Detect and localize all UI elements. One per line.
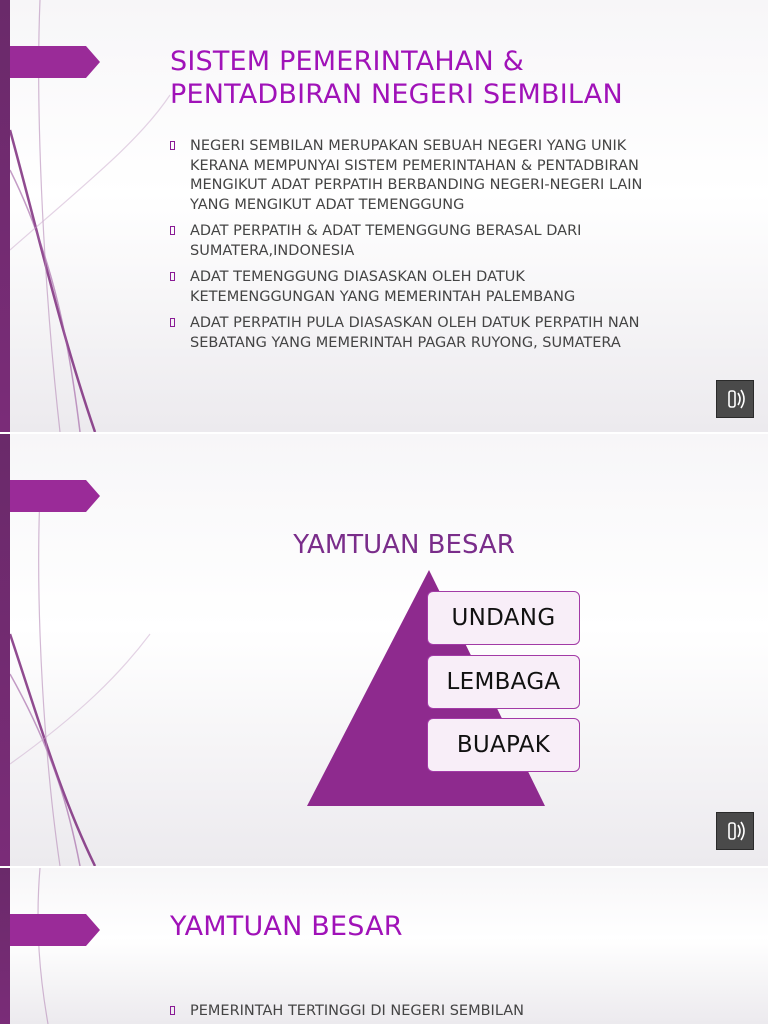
pyramid-level-buapak: BUAPAK — [427, 718, 580, 772]
list-item: ADAT TEMENGGUNG DIASASKAN OLEH DATUK KETEMENGGUNGAN YANG MEMERINTAH PALEMBANG — [170, 268, 710, 307]
arrow-tab-icon — [10, 914, 100, 946]
list-item: ADAT PERPATIH PULA DIASASKAN OLEH DATUK PERPATIH NAN SEBATANG YANG MEMERINTAH PAGAR RUYONG, SUMATERA — [170, 314, 710, 353]
bullet-square-icon — [170, 141, 175, 150]
audio-play-button[interactable] — [716, 812, 754, 850]
slide-1 — [0, 0, 768, 432]
left-accent-bar — [0, 0, 10, 432]
decorative-swirl-lines — [0, 868, 768, 1024]
arrow-tab-icon — [10, 46, 100, 78]
speaker-icon — [717, 813, 753, 849]
left-accent-bar — [0, 434, 10, 866]
list-item: NEGERI SEMBILAN MERUPAKAN SEBUAH NEGERI YANG UNIK KERANA MEMPUNYAI SISTEM PEMERINTAHAN & PENTADBIRAN MENGIKUT ADAT PERPATIH BERBANDING NEGERI-NEGERI LAIN YANG MENGIKUT ADAT TEMENGGUNG — [170, 137, 710, 215]
bullet-square-icon — [170, 272, 175, 281]
bullet-square-icon — [170, 1006, 175, 1015]
pyramid-level-undang: UNDANG — [427, 591, 580, 645]
pyramid-top-label: YAMTUAN BESAR — [293, 530, 515, 560]
bullet-square-icon — [170, 318, 175, 327]
pyramid-level-lembaga: LEMBAGA — [427, 655, 580, 709]
slide-2 — [0, 434, 768, 866]
speaker-icon — [717, 381, 753, 417]
bullet-list — [170, 1002, 710, 1024]
bullet-square-icon — [170, 226, 175, 235]
list-item: ADAT PERPATIH & ADAT TEMENGGUNG BERASAL DARI SUMATERA,INDONESIA — [170, 222, 710, 261]
audio-play-button[interactable] — [716, 380, 754, 418]
title-line-1: SISTEM PEMERINTAHAN & — [170, 46, 524, 77]
left-accent-bar — [0, 868, 10, 1024]
list-item: PEMERINTAH TERTINGGI DI NEGERI SEMBILAN — [170, 1002, 710, 1022]
bullet-list — [170, 137, 710, 360]
slide-3 — [0, 868, 768, 1024]
slide-title — [170, 45, 623, 111]
slide-title: YAMTUAN BESAR — [170, 911, 403, 942]
title-line-2: PENTADBIRAN NEGERI SEMBILAN — [170, 79, 623, 110]
arrow-tab-icon — [10, 480, 100, 512]
